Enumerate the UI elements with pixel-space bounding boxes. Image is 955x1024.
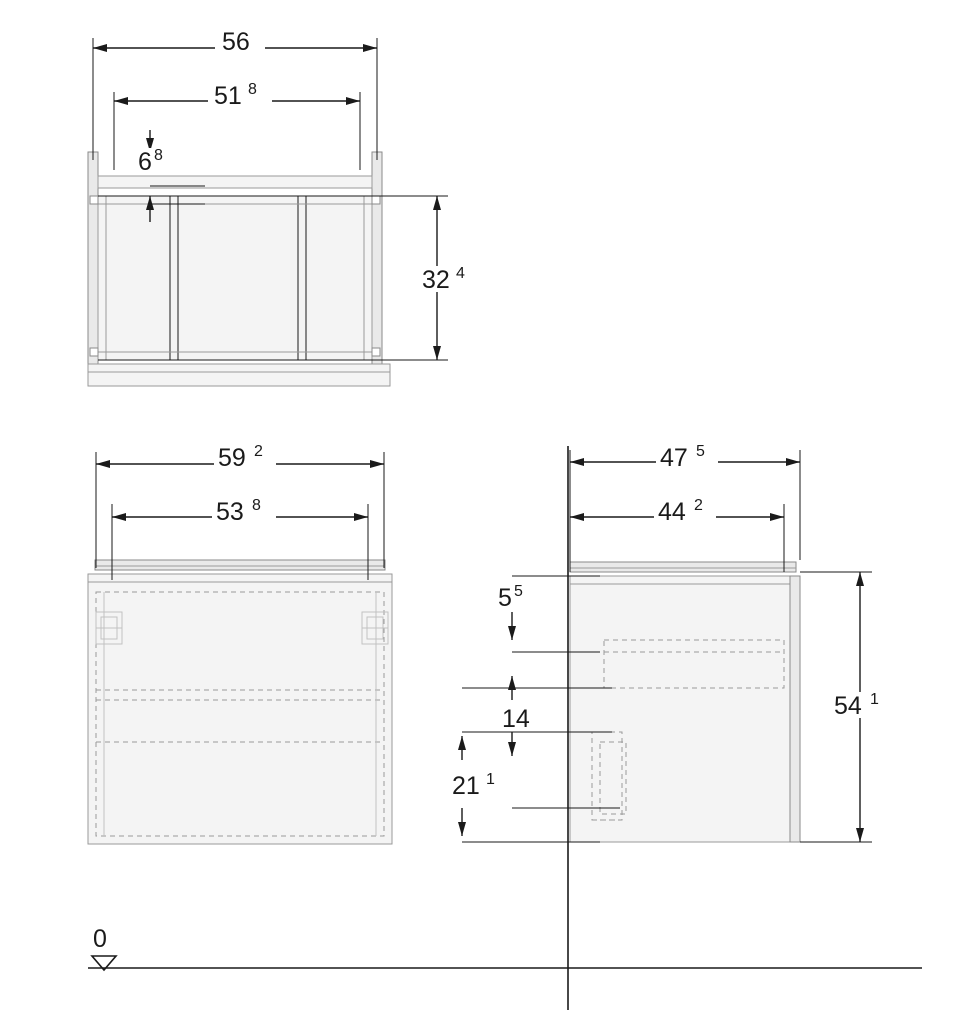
label-side-overall-depth	[656, 443, 718, 472]
dim-sup: 2	[694, 497, 703, 514]
dim-value: 51	[214, 82, 242, 110]
label-side-total-height	[832, 691, 894, 720]
dim-value: 53	[216, 498, 244, 526]
label-top-inner-width	[208, 81, 272, 110]
dim-sup: 8	[154, 147, 163, 164]
label-top-depth	[418, 265, 478, 294]
dim-value: 54	[834, 692, 862, 720]
dim-sup: 5	[696, 443, 705, 460]
label-side-top-gap	[494, 583, 540, 612]
label-floor-level-datum	[93, 925, 107, 953]
label-side-lower-height	[450, 771, 508, 800]
dim-sup: 8	[248, 81, 257, 98]
dim-sup: 8	[252, 497, 261, 514]
dim-sup: 1	[486, 771, 495, 788]
dim-value: 6	[138, 148, 152, 176]
dim-sup: 5	[514, 583, 523, 600]
dim-sup: 1	[870, 691, 879, 708]
dim-value: 47	[660, 444, 688, 472]
label-side-mid-height	[498, 704, 542, 733]
dim-value: 21	[452, 772, 480, 800]
label-front-overall-width	[214, 443, 276, 472]
dim-value: 5	[498, 584, 512, 612]
dim-sup: 2	[254, 443, 263, 460]
dim-value: 59	[218, 444, 246, 472]
dim-value: 44	[658, 498, 686, 526]
dim-value: 0	[93, 925, 107, 953]
label-front-inner-width	[212, 497, 276, 526]
label-top-offset	[132, 147, 180, 176]
dim-sup: 4	[456, 265, 465, 282]
label-side-inner-depth	[654, 497, 716, 526]
dim-value: 56	[222, 28, 250, 56]
dim-value: 14	[502, 705, 530, 733]
label-top-overall-width	[215, 28, 265, 56]
dim-value: 32	[422, 266, 450, 294]
